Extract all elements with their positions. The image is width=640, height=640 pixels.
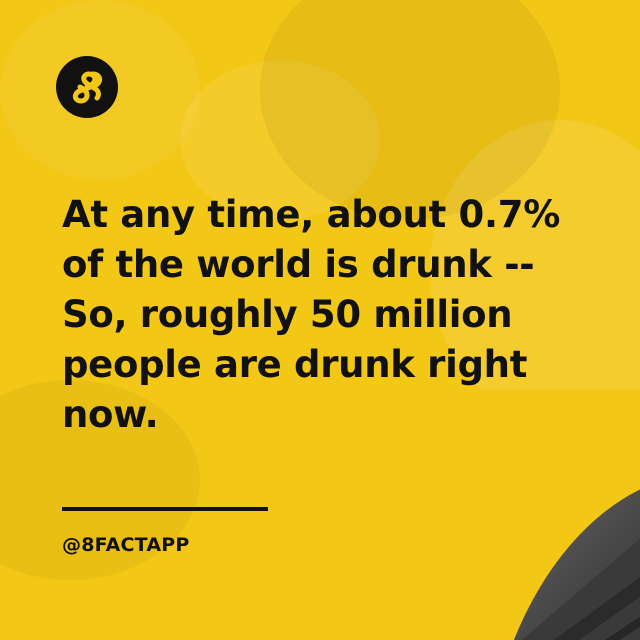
fact-text: At any time, about 0.7% of the world is drunk -- So, roughly 50 million people are drunk right now. bbox=[62, 193, 560, 436]
divider bbox=[62, 507, 268, 511]
infinity-eight-icon bbox=[67, 67, 107, 107]
account-handle: @8FACTAPP bbox=[62, 534, 190, 556]
app-logo bbox=[56, 56, 118, 118]
